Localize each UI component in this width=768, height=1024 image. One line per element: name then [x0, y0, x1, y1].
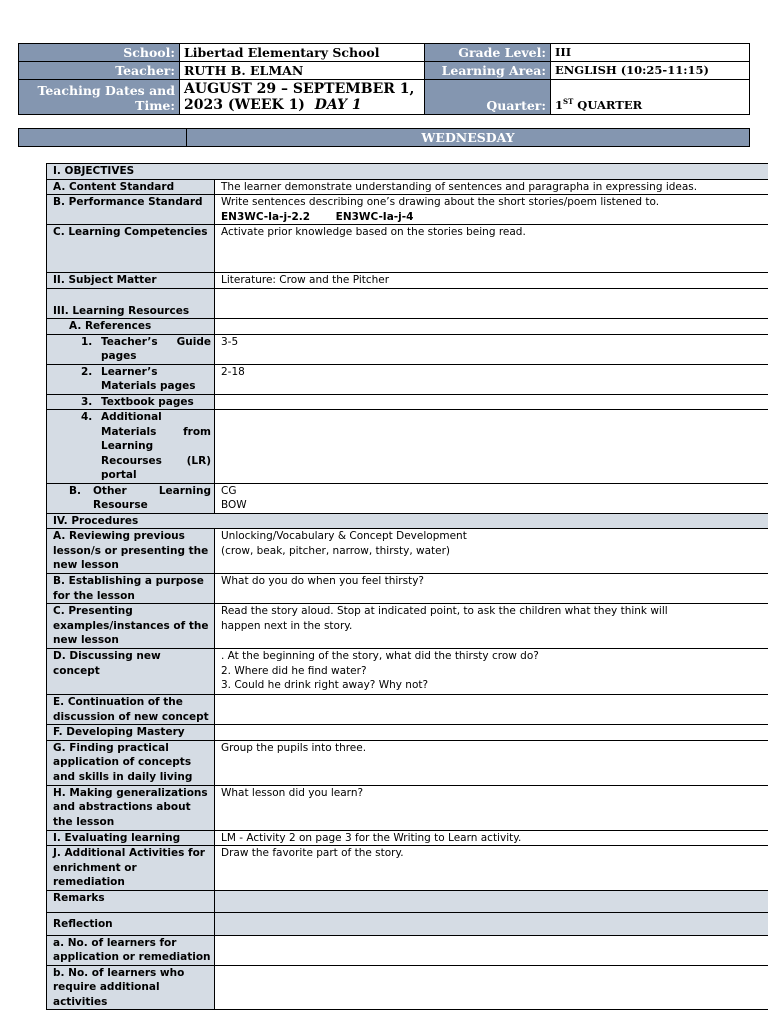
item-number: 4.: [81, 411, 93, 423]
procedures-heading: IV. Procedures: [47, 513, 768, 529]
quarter-suffix: ST: [563, 97, 574, 107]
procedure-a-value: [215, 529, 768, 574]
item-number: B.: [69, 484, 81, 497]
procedure-b-value: What do you do when you feel thirsty?: [215, 574, 768, 604]
lesson-plan-table: [46, 163, 768, 1010]
header-table: [18, 43, 750, 115]
item-number: 1.: [81, 335, 93, 348]
item-label: Other Learning Resourse: [93, 484, 211, 511]
item-number: 2.: [81, 365, 93, 378]
other-resources-value: [215, 483, 768, 513]
procedure-h-label: H. Making generalizations and abstractions about the lesson: [47, 785, 215, 830]
procedure-f-label: F. Developing Mastery: [47, 725, 215, 741]
subject-matter-value: Literature: Crow and the Pitcher: [215, 273, 768, 289]
teachers-guide-value: 3-5: [215, 334, 768, 364]
item-label: Teacher’s Guide pages: [101, 335, 211, 362]
reflection-value: [215, 912, 768, 935]
additional-materials-value: [215, 410, 768, 484]
competency-codes: [221, 210, 765, 225]
procedure-j-value: Draw the favorite part of the story.: [215, 846, 768, 891]
item-label: Additional Materials from Learning Recourses (LR) portal: [101, 411, 211, 481]
learners-materials-value: 2-18: [215, 364, 768, 394]
day-bar: [18, 128, 750, 147]
procedure-g-label: G. Finding practical application of concepts and skills in daily living: [47, 740, 215, 785]
remarks-value: [215, 890, 768, 912]
reflection-b-value: [215, 965, 768, 1010]
teaching-dates-value: [180, 80, 425, 115]
teaching-week: 2023 (WEEK 1): [184, 97, 305, 113]
procedure-h-value: What lesson did you learn?: [215, 785, 768, 830]
teachers-guide-label: [47, 334, 215, 364]
procedure-g-value: Group the pupils into three.: [215, 740, 768, 785]
teaching-day: DAY 1: [314, 97, 362, 113]
content-standard-label: A. Content Standard: [47, 179, 215, 195]
content-standard-value: The learner demonstrate understanding of sentences and paragrapha in expressing ideas.: [215, 179, 768, 195]
competency-code-2: EN3WC-Ia-j-4: [335, 210, 414, 223]
references-label: A. References: [47, 319, 215, 335]
procedure-f-value: [215, 725, 768, 741]
performance-standard-label: B. Performance Standard: [47, 195, 215, 225]
procedure-b-label: B. Establishing a purpose for the lesson: [47, 574, 215, 604]
teaching-dates-label: [19, 80, 180, 115]
reflection-label: Reflection: [47, 912, 215, 935]
reflection-a-label: a. No. of learners for application or remediation: [47, 935, 215, 965]
performance-standard-value: [215, 195, 768, 225]
objectives-heading: I. OBJECTIVES: [47, 164, 768, 180]
learning-area-value: ENGLISH (10:25-11:15): [551, 62, 750, 80]
procedure-e-label: E. Continuation of the discussion of new concept: [47, 695, 215, 725]
procedure-line: happen next in the story.: [221, 619, 353, 632]
procedure-a-label: A. Reviewing previous lesson/s or presenting the new lesson: [47, 529, 215, 574]
teaching-dates-label-line1: Teaching Dates and: [37, 83, 175, 98]
item-number: 3.: [81, 395, 93, 408]
procedure-j-label: J. Additional Activities for enrichment or remediation: [47, 846, 215, 891]
procedure-line: Read the story aloud. Stop at indicated point, to ask the children what they think will: [221, 605, 668, 617]
procedure-d-label: D. Discussing new concept: [47, 649, 215, 695]
quarter-value: [551, 80, 750, 115]
procedure-line: Unlocking/Vocabulary & Concept Development: [221, 530, 467, 542]
procedure-line: 2. Where did he find water?: [221, 664, 367, 677]
learning-competencies-label: C. Learning Competencies: [47, 225, 215, 273]
teaching-dates-line1: AUGUST 29 – SEPTEMBER 1,: [184, 81, 415, 97]
grade-level-label: Grade Level:: [425, 44, 551, 62]
grade-level-value: III: [551, 44, 750, 62]
learning-area-label: Learning Area:: [425, 62, 551, 80]
teaching-dates-line2: [184, 97, 420, 113]
reflection-a-value: [215, 935, 768, 965]
textbook-pages-label: [47, 394, 215, 410]
procedure-line: 3. Could he drink right away? Why not?: [221, 679, 429, 691]
other-resource-1: CG: [221, 484, 237, 497]
learning-resources-heading: [47, 289, 215, 319]
teaching-dates-label-line2: Time:: [135, 98, 175, 113]
learners-materials-label: [47, 364, 215, 394]
item-label: Textbook pages: [101, 395, 194, 408]
procedure-i-value: LM - Activity 2 on page 3 for the Writing to Learn activity.: [215, 830, 768, 846]
remarks-label: Remarks: [47, 890, 215, 912]
day-title: WEDNESDAY: [187, 129, 750, 147]
textbook-pages-value: [215, 394, 768, 410]
school-label: School:: [19, 44, 180, 62]
quarter-label: Quarter:: [425, 80, 551, 115]
procedure-i-label: I. Evaluating learning: [47, 830, 215, 846]
performance-standard-text: Write sentences describing one’s drawing about the short stories/poem listened to.: [221, 196, 660, 208]
day-bar-blank: [19, 129, 187, 147]
other-resources-label: [47, 483, 215, 513]
learning-resources-blank: [215, 289, 768, 319]
quarter-text: QUARTER: [577, 98, 643, 112]
learning-competencies-value: Activate prior knowledge based on the stories being read.: [215, 225, 768, 273]
procedure-c-label: C. Presenting examples/instances of the new lesson: [47, 604, 215, 649]
teacher-value: RUTH B. ELMAN: [180, 62, 425, 80]
procedure-c-value: [215, 604, 768, 649]
references-blank: [215, 319, 768, 335]
reflection-b-label: b. No. of learners who require additional activities: [47, 965, 215, 1010]
procedure-d-value: [215, 649, 768, 695]
procedure-e-value: [215, 695, 768, 725]
quarter-number: 1: [555, 98, 564, 112]
subject-matter-label: II. Subject Matter: [47, 273, 215, 289]
school-value: Libertad Elementary School: [180, 44, 425, 62]
item-label: Learner’s Materials pages: [101, 365, 196, 392]
teacher-label: Teacher:: [19, 62, 180, 80]
procedure-line: (crow, beak, pitcher, narrow, thirsty, water): [221, 544, 451, 557]
procedure-line: . At the beginning of the story, what did the thirsty crow do?: [221, 650, 539, 662]
learning-resources-heading-text: III. Learning Resources: [53, 304, 190, 317]
competency-code-1: EN3WC-Ia-j-2.2: [221, 210, 311, 223]
other-resource-2: BOW: [221, 499, 247, 511]
additional-materials-label: [47, 410, 215, 484]
